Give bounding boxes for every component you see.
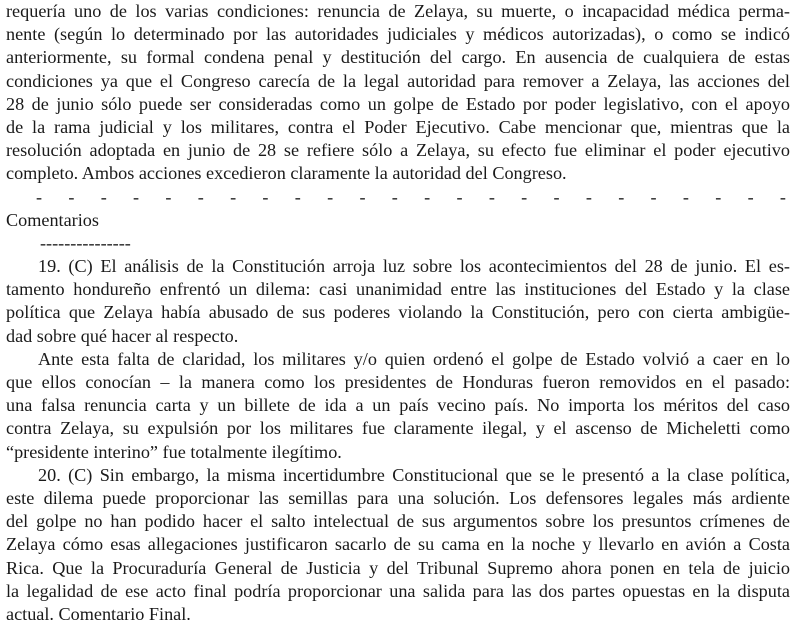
dash: - [682, 186, 689, 207]
text-line: 28 de junio sólo puede ser consideradas como un golpe de Estado por poder legislativo, con el apoyo [6, 93, 790, 114]
text-line: de la rama judicial y los militares, contra el Poder Ejecutivo. Cabe mencionar que, mientras que la [6, 116, 790, 137]
text-line: este dilema puede proporcionar las semillas para una solución. Los defensores legales más ardiente [6, 487, 790, 508]
text-line: nente (según lo determinado por las autoridades judiciales y médicos autorizadas), o como se indicó [6, 24, 790, 45]
dash: - [197, 186, 204, 207]
dash: - [650, 186, 657, 207]
dash-separator [6, 186, 790, 209]
dash: - [100, 186, 107, 207]
text-line: del golpe no han podido hacer el salto intelectual de sus argumentos sobre los presuntos crímenes de [6, 511, 790, 532]
dash: - [391, 186, 398, 207]
text-line: completo. Ambos acciones excedieron claramente la autoridad del Congreso. [6, 163, 567, 184]
dash: - [327, 186, 334, 207]
text-line: requería uno de los varias condiciones: renuncia de Zelaya, su muerte, o incapacidad médica perma- [6, 1, 790, 21]
paragraph-20 [6, 464, 790, 626]
text-line: condiciones ya que el Congreso carecía de la legal autoridad para remover a Zelaya, las acciones del [6, 70, 790, 91]
text-line: Ante esta falta de claridad, los militares y/o quien ordenó el golpe de Estado volvió a caer en lo [38, 348, 790, 369]
dash: - [521, 186, 528, 207]
dash: - [488, 186, 495, 207]
text-line: resolución adoptada en junio de 28 se refiere sólo a Zelaya, su efecto fue eliminar el poder ejecutivo [6, 140, 790, 161]
text-line: una falsa renuncia carta y un billete de ida a un país vecino país. No importa los méritos del caso [6, 395, 790, 416]
paragraph-19 [6, 255, 790, 348]
text-line: actual. Comentario Final. [6, 603, 191, 624]
dash: - [68, 186, 75, 207]
text-line: que ellos conocían – la manera como los presidentes de Honduras fueron removidos en el pasado: [6, 372, 790, 392]
dash: - [779, 186, 786, 207]
dash: - [585, 186, 592, 207]
dash: - [359, 186, 366, 207]
text-line: Zelaya cómo esas allegaciones justificaron sacarlo de su cama en la noche y llevarlo en avión a Costa [6, 534, 790, 555]
dash: - [424, 186, 431, 207]
comentarios-heading: Comentarios [6, 209, 99, 230]
text-line: dad sobre qué hacer al respecto. [6, 325, 239, 346]
dash: - [230, 186, 237, 207]
dash: - [133, 186, 140, 207]
dash: - [715, 186, 722, 207]
dash: - [294, 186, 301, 207]
text-line: Rica. Que la Procuraduría General de Justicia y del Tribunal Supremo ahora ponen en tela de juicio [6, 557, 790, 578]
text-line: la legalidad de ese acto final podría proporcionar una salida para las dos partes opuestas en la disputa [6, 580, 790, 601]
dash: - [36, 186, 43, 207]
dash: - [165, 186, 172, 207]
text-line: contra Zelaya, su expulsión por los militares fue claramente ilegal, y el ascenso de Micheletti como [6, 418, 790, 439]
text-line: política que Zelaya había abusado de sus poderes violando la Constitución, pero con cierta ambigüe- [6, 302, 790, 323]
paragraph-19-continued [6, 348, 790, 464]
dash: - [618, 186, 625, 207]
text-line: anteriormente, su formal condena penal y destitución del cargo. En ausencia de cualquiera de estas [6, 47, 790, 68]
paragraph-conditions [6, 0, 790, 186]
text-line: “presidente interino” fue totalmente ilegítimo. [6, 441, 342, 462]
dash: - [553, 186, 560, 207]
text-line: tamento hondureño enfrentó un dilema: casi unanimidad entre las instituciones del Estado y la clase [6, 279, 790, 300]
text-line: 20. (C) Sin embargo, la misma incertidumbre Constitucional que se le presentó a la clase política, [38, 464, 790, 485]
comentarios-rule: --------------- [40, 232, 131, 253]
dash: - [456, 186, 463, 207]
dash: - [262, 186, 269, 207]
dash: - [747, 186, 754, 207]
text-line: 19. (C) El análisis de la Constitución arroja luz sobre los acontecimientos del 28 de junio. El es- [38, 256, 790, 277]
